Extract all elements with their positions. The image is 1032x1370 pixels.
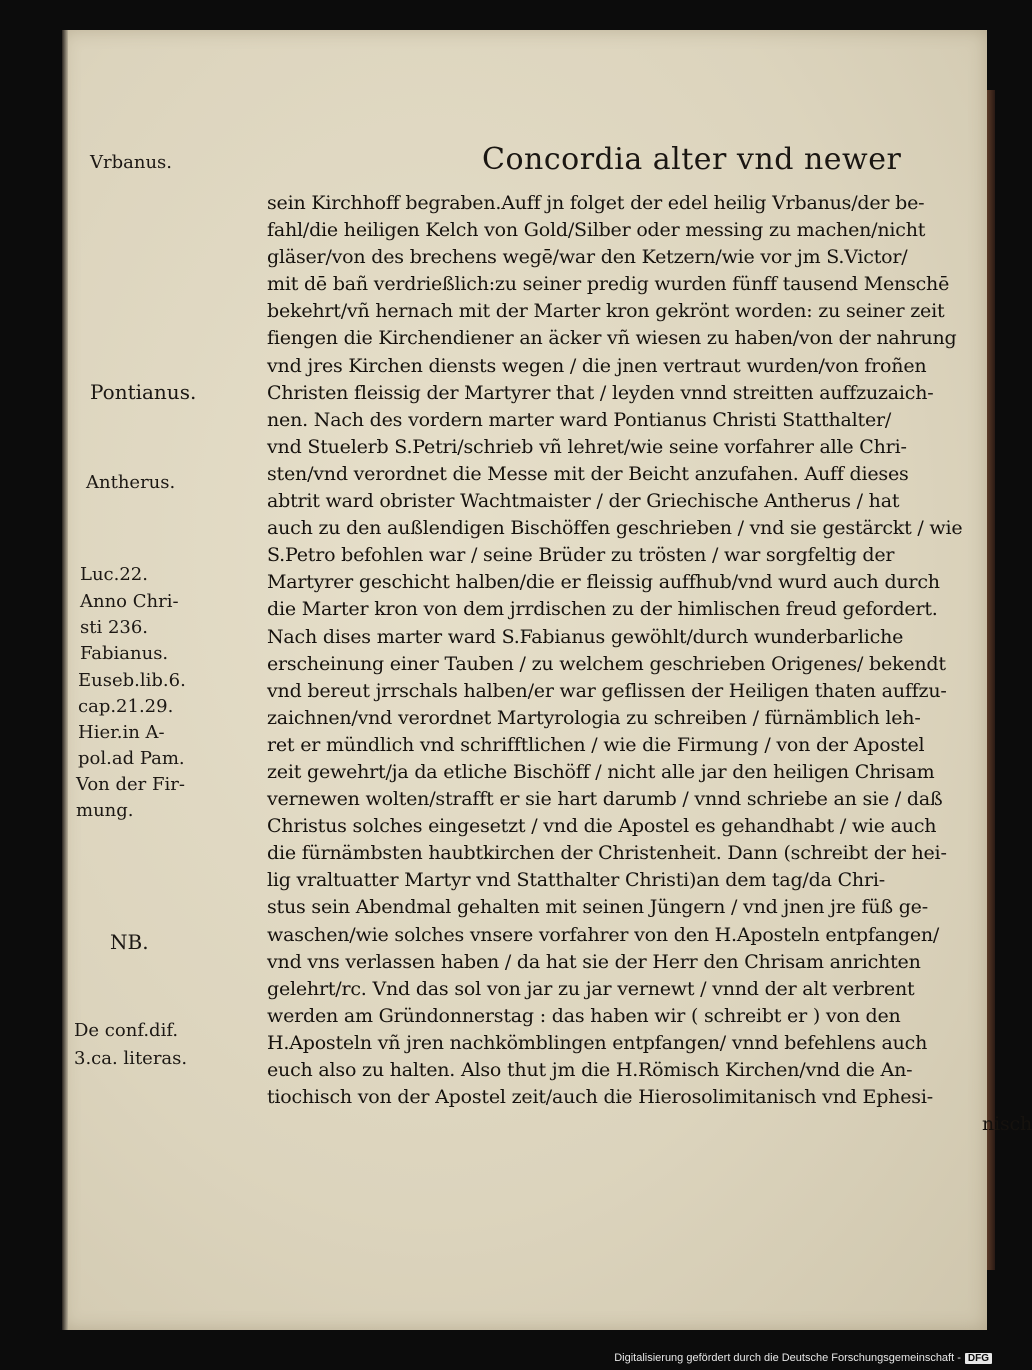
text-line: stus sein Abendmal gehalten mit seinen Jüngern / vnd jnen jre füß ge- — [267, 896, 928, 919]
margin-note: pol.ad Pam. — [78, 748, 185, 769]
footer-text: Digitalisierung gefördert durch die Deutsche Forschungsgemeinschaft - — [614, 1352, 961, 1364]
text-line: nen. Nach des vordern marter ward Pontianus Christi Statthalter/ — [267, 408, 892, 431]
text-line: sein Kirchhoff begraben.Auff jn folget der edel heilig Vrbanus/der be- — [267, 192, 925, 214]
margin-note: Vrbanus. — [90, 152, 173, 173]
text-line: Christen fleissig der Martyrer that / leyden vnnd streitten auffzuzaich- — [267, 381, 934, 404]
text-line: gläser/von des brechens wegē/war den Ketzern/wie vor jm S.Victor/ — [267, 246, 908, 269]
text-line: vernewen wolten/strafft er sie hart darumb / vnnd schriebe an sie / daß — [267, 788, 943, 811]
book-page — [62, 30, 1032, 1330]
text-line: vnd bereut jrrschals halben/er war geflissen der Heiligen thaten auffzu- — [267, 679, 947, 702]
margin-note: cap.21.29. — [78, 696, 174, 717]
text-line: vnd jres Kirchen diensts wegen / die jnen vertraut wurden/von froñen — [267, 354, 927, 377]
text-line: mit dē bañ verdrießlich:zu seiner predig wurden fünff tausend Menschē — [267, 273, 950, 296]
running-head: Concordia alter vnd newer — [482, 142, 902, 177]
text-line: nisch — [982, 1113, 1032, 1136]
text-line: lig vraltuatter Martyr vnd Statthalter Christi)an dem tag/da Chri- — [267, 869, 885, 892]
text-line: waschen/wie solches vnsere vorfahrer von den H.Aposteln entpfangen/ — [267, 923, 940, 946]
body-text — [267, 190, 1032, 1138]
margin-note: Von der Fir- — [76, 774, 185, 795]
text-line: zeit gewehrt/ja da etliche Bischöff / nicht alle jar den heiligen Chrisam — [267, 760, 935, 783]
footer-credit — [614, 1352, 992, 1364]
text-line: euch also zu halten. Also thut jm die H.Römisch Kirchen/vnd die An- — [267, 1059, 913, 1081]
text-line: tiochisch von der Apostel zeit/auch die Hierosolimitanisch vnd Ephesi- — [267, 1086, 933, 1109]
text-line: werden am Gründonnerstag : das haben wir ( schreibt er ) von den — [267, 1004, 901, 1027]
text-line: bekehrt/vñ hernach mit der Marter kron gekrönt worden: zu seiner zeit — [267, 300, 945, 323]
margin-note: Euseb.lib.6. — [78, 670, 186, 691]
margin-note: mung. — [76, 800, 134, 821]
text-line: Nach dises marter ward S.Fabianus gewöhlt/durch wunderbarliche — [267, 625, 904, 648]
margin-note: Antherus. — [86, 472, 176, 493]
text-line: fiengen die Kirchendiener an äcker vñ wiesen zu haben/von der nahrung — [267, 327, 957, 350]
margin-note: Fabianus. — [80, 643, 169, 664]
text-line: die Marter kron von dem jrrdischen zu der himlischen freud gefordert. — [267, 598, 938, 621]
text-line: abtrit ward obrister Wachtmaister / der Griechische Antherus / hat — [267, 490, 900, 513]
text-line: Martyrer geschicht halben/die er fleissig auffhub/vnd wurd auch durch — [267, 571, 940, 594]
margin-note: Anno Chri- — [80, 591, 179, 612]
margin-note: De conf.dif. — [74, 1020, 179, 1041]
text-line: Christus solches eingesetzt / vnd die Apostel es gehandhabt / wie auch — [267, 815, 937, 838]
margin-note: sti 236. — [80, 617, 149, 638]
text-line: gelehrt/rc. Vnd das sol von jar zu jar vernewt / vnnd der alt verbrent — [267, 977, 915, 1000]
text-line: erscheinung einer Tauben / zu welchem geschrieben Origenes/ bekendt — [267, 652, 946, 675]
text-line: zaichnen/vnd verordnet Martyrologia zu schreiben / fürnämblich leh- — [267, 706, 921, 729]
text-line: auch zu den außlendigen Bischöffen geschrieben / vnd sie gestärckt / wie — [267, 517, 963, 540]
margin-note: 3.ca. literas. — [74, 1048, 188, 1069]
text-line: ret er mündlich vnd schrifftlichen / wie die Firmung / von der Apostel — [267, 733, 925, 756]
text-line: S.Petro befohlen war / seine Brüder zu trösten / war sorgfeltig der — [267, 544, 895, 567]
text-line: sten/vnd verordnet die Messe mit der Beicht anzufahen. Auff dieses — [267, 462, 909, 485]
text-line: vnd vns verlassen haben / da hat sie der Herr den Chrisam anrichten — [267, 950, 921, 973]
text-line: die fürnämbsten haubtkirchen der Christenheit. Dann (schreibt der hei- — [267, 842, 947, 865]
text-line: fahl/die heiligen Kelch von Gold/Silber oder messing zu machen/nicht — [267, 219, 926, 242]
text-line: vnd Stuelerb S.Petri/schrieb vñ lehret/wie seine vorfahrer alle Chri- — [267, 435, 907, 458]
margin-note: Luc.22. — [80, 564, 148, 585]
text-line: H.Aposteln vñ jren nachkömblingen entpfangen/ vnnd befehlens auch — [267, 1031, 928, 1054]
dfg-logo: DFG — [965, 1353, 992, 1364]
margin-note: Pontianus. — [90, 380, 197, 404]
margin-note: Hier.in A- — [78, 722, 165, 743]
page-spine-shadow — [62, 30, 68, 1330]
margin-note: NB. — [110, 930, 149, 954]
